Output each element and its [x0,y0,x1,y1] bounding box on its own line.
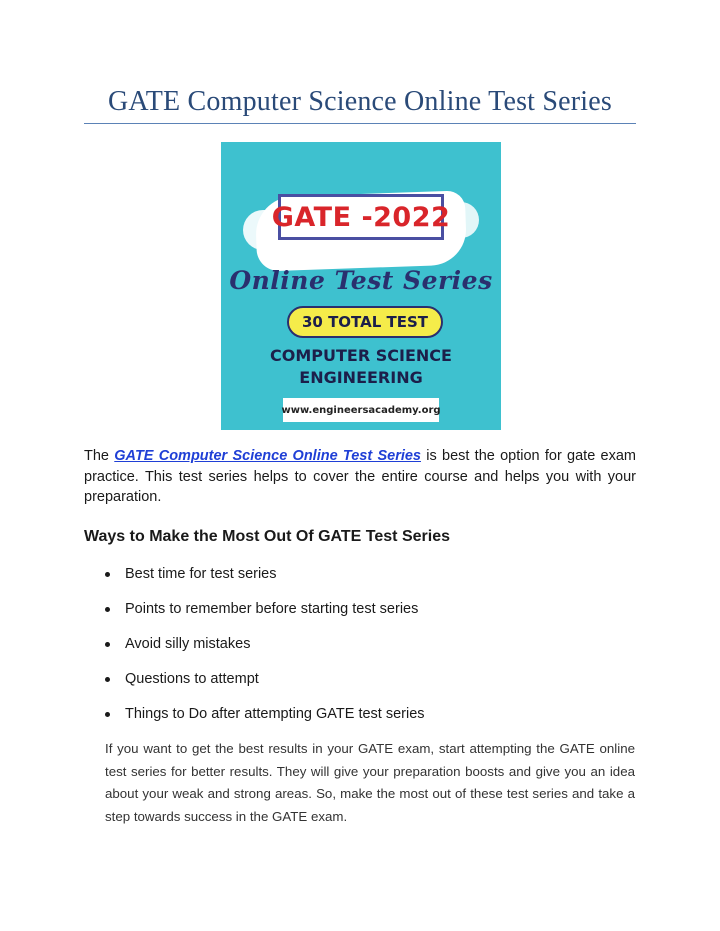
list-item-text: Avoid silly mistakes [125,636,251,652]
banner-headline: GATE -2022 [271,201,451,233]
list-item-text: Things to Do after attempting GATE test series [125,706,425,722]
bullet-icon [105,572,110,577]
banner-script-line: Online Test Series [229,266,493,295]
banner-website: www.engineersacademy.org [281,404,441,416]
banner-pill-text: 30 TOTAL TEST [301,313,429,331]
intro-rest: is best the option for gate exam practice. This test series helps to cover the entire course and helps you with your preparation. [84,448,636,505]
bullet-icon [105,677,110,682]
bullet-icon [105,642,110,647]
list-item [104,599,624,634]
bullet-icon [105,712,110,717]
banner-subject [221,345,501,389]
tips-list [104,564,624,739]
list-item [104,564,624,599]
banner-subject-line2: ENGINEERING [299,368,423,387]
banner-subject-line1: COMPUTER SCIENCE [270,346,452,365]
title-underline [84,123,636,124]
list-item [104,704,624,739]
list-item [104,634,624,669]
page-title: GATE Computer Science Online Test Series [108,86,612,117]
intro-lead: The [84,448,109,464]
closing-paragraph: If you want to get the best results in your GATE exam, start attempting the GATE online test series for better results. They will give your preparation boosts and give you an idea about your weak and strong areas. So, make the most out of these test series and take a step towards success in the GATE exam. [105,741,635,825]
promo-banner-image [221,142,501,430]
list-item-text: Best time for test series [125,566,277,582]
list-item [104,669,624,704]
banner-website-bar [283,398,439,422]
banner-pill [287,306,443,338]
list-item-text: Points to remember before starting test series [125,601,419,617]
test-series-link[interactable]: GATE Computer Science Online Test Series [114,448,421,464]
banner-headline-box [271,194,451,240]
list-item-text: Questions to attempt [125,671,259,687]
intro-paragraph [84,446,636,508]
bullet-icon [105,607,110,612]
section-heading: Ways to Make the Most Out Of GATE Test Series [84,528,450,545]
